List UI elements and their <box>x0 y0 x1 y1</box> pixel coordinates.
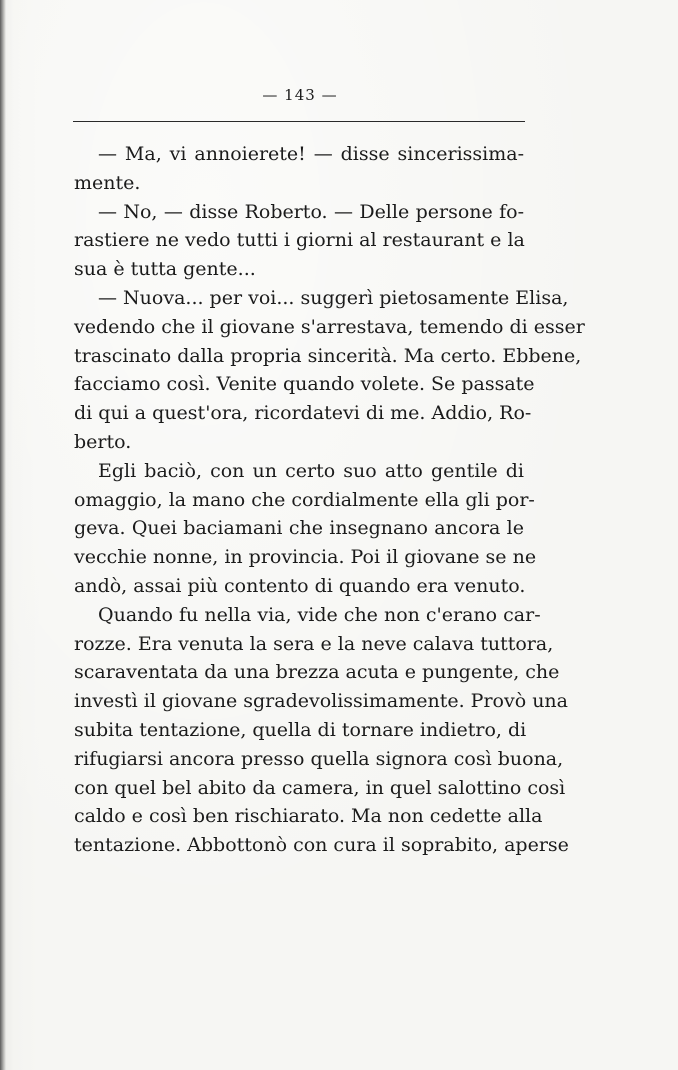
text-line: vecchie nonne, in provincia. Poi il giovane se ne <box>74 546 537 569</box>
page-number: — 143 — <box>262 86 338 104</box>
text-line: berto. <box>74 430 132 453</box>
text-line: di qui a quest'ora, ricordatevi di me. Addio, Ro- <box>74 402 532 425</box>
text-line: Egli baciò, con un certo suo atto gentile di <box>98 459 524 482</box>
text-line: facciamo così. Venite quando volete. Se passate <box>74 373 535 396</box>
text-line: con quel bel abito da camera, in quel salottino così <box>74 776 566 799</box>
page-binding-edge <box>0 0 6 1070</box>
text-line: sua è tutta gente... <box>74 258 256 281</box>
text-line: mente. <box>74 171 141 194</box>
text-line: subita tentazione, quella di tornare indietro, di <box>74 718 527 741</box>
text-line: caldo e così ben rischiarato. Ma non cedette alla <box>74 805 543 828</box>
text-line: tentazione. Abbottonò con cura il soprabito, aperse <box>74 834 569 857</box>
text-line: rozze. Era venuta la sera e la neve calava tuttora, <box>74 632 554 655</box>
header-rule <box>73 121 525 122</box>
text-line: — Nuova... per voi... suggerì pietosamente Elisa, <box>98 286 569 309</box>
text-line: Quando fu nella via, vide che non c'erano car- <box>98 603 541 626</box>
text-line: — Ma, vi annoierete! — disse sincerissima- <box>98 143 524 165</box>
text-line: geva. Quei baciamani che insegnano ancora le <box>74 517 524 540</box>
text-line: investì il giovane sgradevolissimamente. Provò una <box>74 690 568 713</box>
text-line: scaraventata da una brezza acuta e pungente, che <box>74 661 560 684</box>
text-line: — No, — disse Roberto. — Delle persone fo- <box>98 200 524 223</box>
body-text <box>74 140 585 860</box>
text-line: rifugiarsi ancora presso quella signora così buona, <box>74 747 564 770</box>
text-line: rastiere ne vedo tutti i giorni al restaurant e la <box>74 229 525 252</box>
text-line: andò, assai più contento di quando era venuto. <box>74 574 526 597</box>
text-line: trascinato dalla propria sincerità. Ma certo. Ebbene, <box>74 344 582 367</box>
text-line: omaggio, la mano che cordialmente ella gli por- <box>74 488 535 511</box>
text-line: vedendo che il giovane s'arrestava, temendo di esser <box>74 315 585 338</box>
